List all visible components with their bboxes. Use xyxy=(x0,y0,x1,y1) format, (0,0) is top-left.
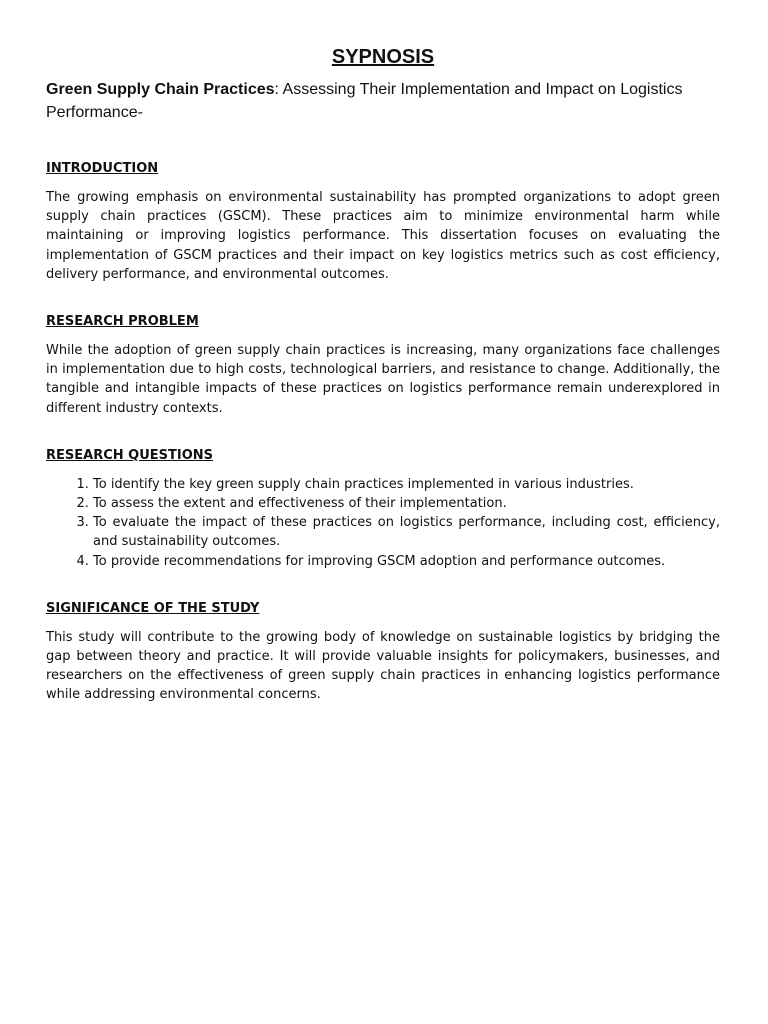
subtitle-bold: Green Supply Chain Practices xyxy=(46,81,275,98)
subtitle-rest: : Assessing Their Implementation and Impact on Logistics Performance- xyxy=(46,81,683,121)
document-page xyxy=(46,44,720,734)
document-subtitle xyxy=(46,78,720,124)
list-item: 3. To evaluate the impact of these practices on logistics performance, including cost, efficiency, and sustainability outcomes. xyxy=(93,513,720,551)
section-introduction xyxy=(46,160,720,284)
list-item: 1. To identify the key green supply chain practices implemented in various industries. xyxy=(93,475,720,494)
section-heading-research-problem: RESEARCH PROBLEM xyxy=(46,314,199,330)
document-title: SYPNOSIS xyxy=(331,46,435,68)
list-item: 4. To provide recommendations for improving GSCM adoption and performance outcomes. xyxy=(93,552,720,571)
section-significance xyxy=(46,600,720,705)
section-heading-significance: SIGNIFICANCE OF THE STUDY xyxy=(46,600,260,616)
research-questions-list xyxy=(46,475,720,571)
section-research-questions xyxy=(46,447,720,571)
section-heading-introduction: INTRODUCTION xyxy=(46,161,159,176)
section-text-introduction: The growing emphasis on environmental sustainability has prompted organizations to adopt green supply chain practices (GSCM). These practices aim to minimize environmental harm while maintaining or improving logistics performance. This dissertation focuses on evaluating the implementation of GSCM practices and their impact on key logistics metrics such as cost efficiency, delivery performance, and environmental outcomes. xyxy=(46,190,720,282)
section-research-problem xyxy=(46,313,720,418)
section-heading-research-questions: RESEARCH QUESTIONS xyxy=(46,447,214,463)
section-text-significance: This study will contribute to the growing body of knowledge on sustainable logistics by bridging the gap between theory and practice. It will provide valuable insights for policymakers, businesses, and researchers on the effectiveness of green supply chain practices in enhancing logistics performance while addressing environmental concerns. xyxy=(46,629,720,703)
list-item: 2. To assess the extent and effectiveness of their implementation. xyxy=(93,494,720,513)
section-text-research-problem: While the adoption of green supply chain practices is increasing, many organizations face challenges in implementation due to high costs, technological barriers, and resistance to change. Additionally, the tangible and intangible impacts of these practices on logistics performance remain underexplored in different industry contexts. xyxy=(46,343,720,416)
